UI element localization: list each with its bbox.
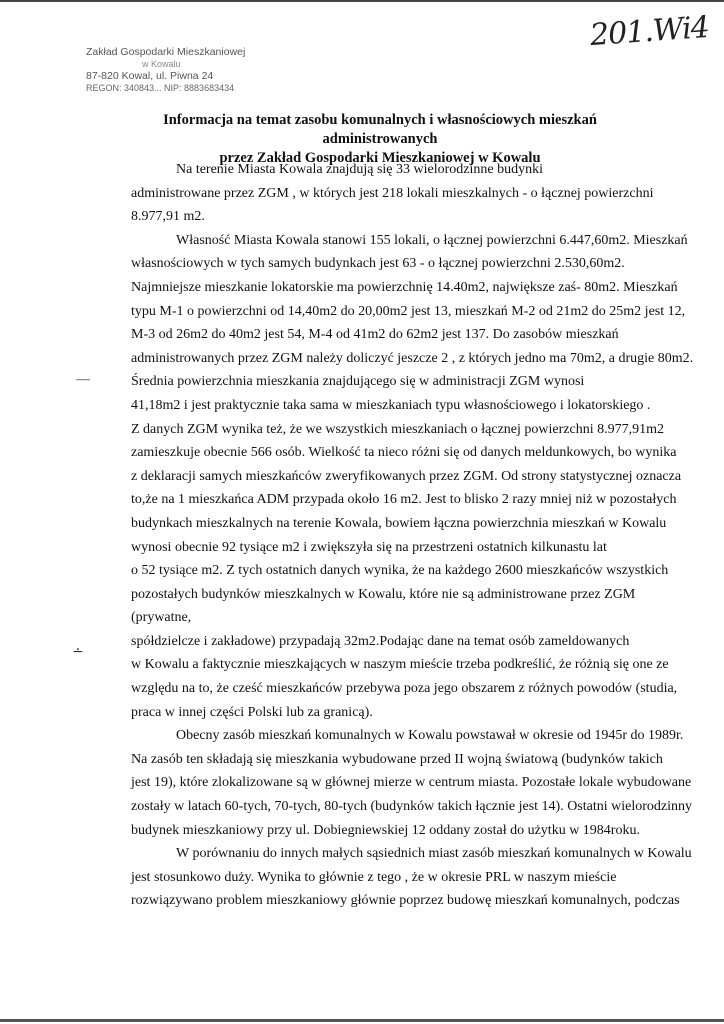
- body-line: 8.977,91 m2.: [131, 209, 205, 225]
- body-line: z deklaracji samych mieszkańców zweryfikowanych przez ZGM. Od strony statystycznej oznacza: [131, 468, 682, 484]
- body-line: wynosi obecnie 92 tysiące m2 i zwiększyła się na przestrzeni ostatnich kilkunastu lat: [131, 539, 607, 555]
- body-line: typu M-1 o powierzchni od 14,40m2 do 20,00m2 jest 13, mieszkań M-2 od 21m2 do 25m2 jest 12,: [131, 303, 686, 319]
- body-line: jest 19), które zlokalizowane są w głównej mierze w centrum miasta. Pozostałe lokale wybudowane: [131, 775, 692, 791]
- body-line: jest stosunkowo duży. Wynika to głównie z tego , że w okresie PRL w naszym mieście: [131, 869, 617, 885]
- stamp-line-4: REGON: 340843... NIP: 8883683434: [86, 83, 235, 93]
- body-line: (prywatne,: [131, 610, 192, 626]
- body-line: budynkach mieszkalnych na terenie Kowala, bowiem łączna powierzchnia mieszkań w Kowalu: [131, 515, 667, 531]
- body-line: Średnia powierzchnia mieszkania znajdującego się w administracji ZGM wynosi: [131, 374, 585, 390]
- body-line: pozostałych budynków mieszkalnych w Kowalu, które nie są administrowane przez ZGM: [131, 586, 636, 602]
- body-line: praca w innej części Polski lub za granicą).: [131, 704, 373, 720]
- body-line: o 52 tysiące m2. Z tych ostatnich danych wynika, że na każdego 2600 mieszkańców wszystkich: [131, 563, 669, 579]
- stamp-line-2: w Kowalu: [142, 59, 181, 69]
- body-line: własnościowych w tych samych budynkach jest 63 - o łącznej powierzchni 2.530,60m2.: [131, 256, 625, 272]
- body-line: Obecny zasób mieszkań komunalnych w Kowalu powstawał w okresie od 1945r do 1989r.: [176, 728, 684, 744]
- body-line: względu na to, że cześć mieszkańców przebywa poza jego obszarem z różnych powodów (studia,: [131, 681, 678, 697]
- body-line: Na zasób ten składają się mieszkania wybudowane przed II wojną światową (budynków takich: [131, 751, 663, 767]
- title-line-2: przez Zakład Gospodarki Mieszkaniowej w Kowalu: [219, 150, 541, 166]
- title-line-1: Informacja na temat zasobu komunalnych i własnościowych mieszkań administrowanych: [163, 112, 597, 147]
- body-line: Własność Miasta Kowala stanowi 155 lokali, o łącznej powierzchni 6.447,60m2. Mieszkań: [176, 232, 688, 248]
- body-line: Z danych ZGM wynika też, że we wszystkich mieszkaniach o łącznej powierzchni 8.977,91m2: [131, 421, 664, 437]
- body-line: zamieszkuje obecnie 566 osób. Wielkość ta nieco różni się od danych meldunkowych, bo wynika: [131, 445, 677, 461]
- body-line: Najmniejsze mieszkanie lokatorskie ma powierzchnię 14.40m2, największe zaś- 80m2. Mieszkań: [131, 279, 678, 295]
- institution-stamp: [86, 46, 286, 94]
- body-line: 41,18m2 i jest praktycznie taka sama w mieszkaniach typu własnościowego i lokatorskiego .: [131, 397, 651, 413]
- bottom-scan-edge: [0, 1019, 724, 1022]
- body-line: W porównaniu do innych małych sąsiednich miast zasób mieszkań komunalnych w Kowalu: [176, 846, 692, 862]
- margin-mark: ∸: [72, 645, 84, 660]
- body-line: administrowane przez ZGM , w których jest 218 lokali mieszkalnych - o łącznej powierzchni: [131, 185, 654, 201]
- document-body: [131, 158, 711, 913]
- body-line: Na terenie Miasta Kowala znajdują się 33 wielorodzinne budynki: [176, 162, 543, 177]
- body-line: M-3 od 26m2 do 40m2 jest 54, M-4 od 41m2 do 62m2 jest 137. Do zasobów mieszkań: [131, 327, 619, 343]
- stamp-line-1: Zakład Gospodarki Mieszkaniowej: [86, 46, 246, 58]
- top-scan-edge: [0, 0, 724, 2]
- body-line: rozwiązywano problem mieszkaniowy głównie poprzez budowę mieszkań komunalnych, podczas: [131, 893, 680, 909]
- body-line: spółdzielcze i zakładowe) przypadają 32m2.Podając dane na temat osób zameldowanych: [131, 633, 630, 649]
- handwritten-reference-note: 201.Wi4: [588, 9, 710, 54]
- margin-mark: —: [76, 372, 90, 387]
- body-line: budynek mieszkaniowy przy ul. Dobiegniewskiej 12 oddany został do użytku w 1984roku.: [131, 822, 640, 838]
- stamp-line-3: 87-820 Kowal, ul. Piwna 24: [86, 70, 214, 82]
- body-line: w Kowalu a faktycznie mieszkających w naszym mieście trzeba podkreślić, że różnią się one ze: [131, 657, 669, 673]
- body-line: administrowanych przez ZGM należy doliczyć jeszcze 2 , z których jedno ma 70m2, a drugie 80m2.: [131, 350, 694, 366]
- body-line: zostały w latach 60-tych, 70-tych, 80-tych (budynków takich łącznie jest 14). Ostatni wielorodzinny: [131, 799, 693, 815]
- body-line: to,że na 1 mieszkańca ADM przypada około 16 m2. Jest to blisko 2 razy mniej niż w pozostałych: [131, 492, 677, 508]
